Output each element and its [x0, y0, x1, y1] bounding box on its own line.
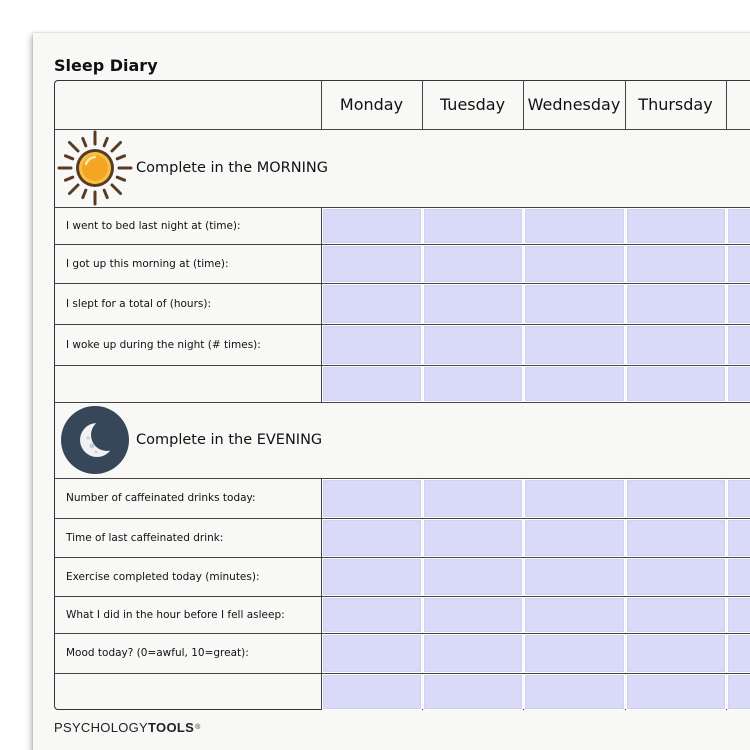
evening-section-label: Complete in the EVENING — [136, 432, 323, 448]
morning-entry-cell[interactable] — [423, 245, 523, 283]
evening-entry-cell[interactable] — [727, 558, 750, 596]
evening-entry-cell[interactable] — [423, 519, 523, 557]
evening-entry-cell[interactable] — [626, 634, 726, 673]
evening-entry-cell[interactable] — [524, 479, 625, 518]
evening-entry-cell[interactable] — [626, 558, 726, 596]
evening-entry-cell[interactable] — [727, 519, 750, 557]
day-header-tuesday: Tuesday — [439, 95, 506, 114]
day-header-wednesday: Wednesday — [527, 95, 621, 114]
morning-row-label: I went to bed last night at (time): — [66, 219, 241, 232]
morning-entry-cell[interactable] — [423, 325, 523, 365]
morning-row-label — [66, 365, 316, 402]
evening-entry-cell[interactable] — [626, 597, 726, 633]
evening-entry-cell[interactable] — [423, 479, 523, 518]
morning-entry-cell[interactable] — [727, 245, 750, 283]
evening-entry-cell[interactable] — [423, 634, 523, 673]
evening-entry-cell[interactable] — [524, 519, 625, 557]
evening-entry-cell[interactable] — [322, 519, 422, 557]
evening-entry-cell[interactable] — [524, 597, 625, 633]
sleep-diary-table — [54, 80, 750, 710]
evening-entry-cell[interactable] — [626, 674, 726, 710]
evening-entry-cell[interactable] — [423, 597, 523, 633]
morning-entry-cell[interactable] — [626, 208, 726, 244]
day-header-monday: Monday — [339, 95, 404, 114]
evening-entry-cell[interactable] — [727, 634, 750, 673]
evening-entry-cell[interactable] — [727, 597, 750, 633]
evening-entry-cell[interactable] — [322, 558, 422, 596]
morning-entry-cell[interactable] — [322, 325, 422, 365]
morning-entry-cell[interactable] — [626, 325, 726, 365]
evening-entry-cell[interactable] — [322, 597, 422, 633]
morning-entry-cell[interactable] — [626, 284, 726, 324]
morning-section-header — [54, 129, 328, 207]
sun-icon — [54, 129, 136, 207]
column-divider — [726, 80, 727, 129]
evening-row-label — [66, 673, 316, 710]
evening-entry-cell[interactable] — [727, 674, 750, 710]
morning-entry-cell[interactable] — [423, 366, 523, 402]
morning-row-label: I slept for a total of (hours): — [66, 297, 212, 310]
morning-entry-cell[interactable] — [727, 366, 750, 402]
day-header-thursday: Thursday — [638, 95, 713, 114]
evening-entry-cell[interactable] — [626, 479, 726, 518]
evening-entry-cell[interactable] — [524, 558, 625, 596]
morning-entry-cell[interactable] — [423, 208, 523, 244]
morning-entry-cell[interactable] — [322, 208, 422, 244]
logo-text-light: PSYCHOLOGY — [54, 720, 149, 735]
evening-row-label: What I did in the hour before I fell asleep: — [66, 608, 285, 621]
morning-entry-cell[interactable] — [727, 208, 750, 244]
morning-entry-cell[interactable] — [727, 284, 750, 324]
evening-entry-cell[interactable] — [322, 634, 422, 673]
morning-row-label: I woke up during the night (# times): — [66, 338, 261, 351]
morning-entry-cell[interactable] — [524, 366, 625, 402]
evening-entry-cell[interactable] — [322, 479, 422, 518]
morning-entry-cell[interactable] — [626, 245, 726, 283]
morning-entry-cell[interactable] — [322, 245, 422, 283]
evening-entry-cell[interactable] — [727, 479, 750, 518]
morning-entry-cell[interactable] — [727, 325, 750, 365]
evening-row-label: Number of caffeinated drinks today: — [66, 492, 256, 504]
evening-entry-cell[interactable] — [524, 674, 625, 710]
evening-entry-cell[interactable] — [423, 674, 523, 710]
evening-entry-cell[interactable] — [322, 674, 422, 710]
moon-icon — [54, 402, 136, 478]
registered-mark: ® — [195, 724, 201, 731]
morning-entry-cell[interactable] — [524, 245, 625, 283]
evening-entry-cell[interactable] — [626, 519, 726, 557]
morning-entry-cell[interactable] — [423, 284, 523, 324]
evening-row-label: Mood today? (0=awful, 10=great): — [66, 647, 249, 659]
evening-row-label: Exercise completed today (minutes): — [66, 570, 260, 583]
logo-text-bold: TOOLS — [148, 720, 195, 735]
evening-section-header — [54, 402, 322, 478]
morning-entry-cell[interactable] — [322, 366, 422, 402]
morning-entry-cell[interactable] — [524, 208, 625, 244]
psychology-tools-logo — [54, 720, 201, 735]
evening-row-label: Time of last caffeinated drink: — [66, 531, 224, 544]
morning-entry-cell[interactable] — [524, 284, 625, 324]
morning-entry-cell[interactable] — [626, 366, 726, 402]
evening-entry-cell[interactable] — [423, 558, 523, 596]
document-title: Sleep Diary — [54, 56, 158, 75]
morning-row-label: I got up this morning at (time): — [66, 257, 229, 270]
morning-entry-cell[interactable] — [322, 284, 422, 324]
evening-entry-cell[interactable] — [524, 634, 625, 673]
morning-section-label: Complete in the MORNING — [136, 160, 328, 176]
morning-entry-cell[interactable] — [524, 325, 625, 365]
